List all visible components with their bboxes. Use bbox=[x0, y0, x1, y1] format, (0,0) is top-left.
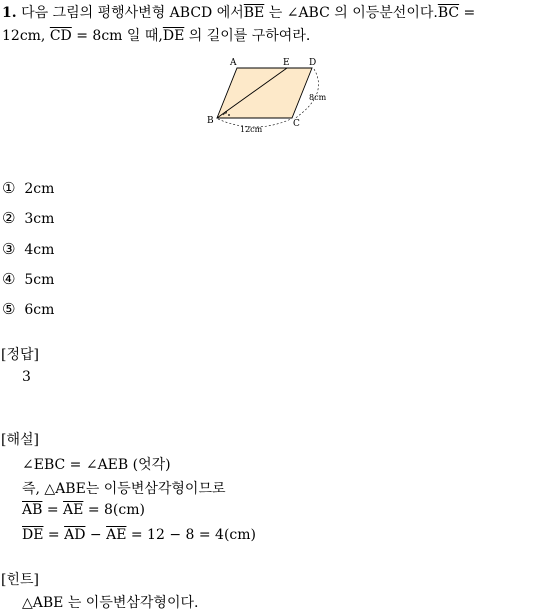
eq-2: = bbox=[43, 527, 65, 543]
explanation-heading: [해설] bbox=[1, 432, 39, 448]
parallelogram-figure bbox=[195, 55, 345, 140]
choice-5[interactable] bbox=[2, 300, 54, 318]
segment-ad: $\overline{AD}$ bbox=[64, 527, 86, 543]
hint-text: △ABE 는 이등변삼각형이다. bbox=[22, 595, 199, 611]
explanation-line-3 bbox=[22, 502, 145, 518]
question-line-2 bbox=[2, 25, 310, 45]
choice-2-mark: ② bbox=[2, 209, 16, 227]
segment-be: $\overline{BE}$ bbox=[243, 5, 265, 21]
question-number: 1. bbox=[2, 5, 17, 21]
segment-bc: $\overline{BC}$ bbox=[437, 5, 460, 21]
choice-1[interactable] bbox=[2, 179, 54, 197]
label-d: D bbox=[309, 58, 317, 68]
label-a: A bbox=[230, 58, 237, 68]
minus: − bbox=[85, 527, 107, 543]
hint-heading: [힌트] bbox=[1, 572, 39, 588]
label-c: C bbox=[293, 119, 300, 129]
choice-5-mark: ⑤ bbox=[2, 300, 16, 318]
choice-4-mark: ④ bbox=[2, 270, 16, 288]
segment-de-2: $\overline{DE}$ bbox=[22, 527, 44, 543]
label-b: B bbox=[207, 116, 214, 126]
segment-ae-2: $\overline{AE}$ bbox=[106, 527, 127, 543]
explanation-line-1: ∠EBC = ∠AEB (엇각) bbox=[22, 457, 171, 473]
angle-dot-2 bbox=[228, 114, 230, 116]
question-line-1 bbox=[2, 2, 475, 22]
parallelogram-shape bbox=[217, 68, 312, 118]
angle-dot-1 bbox=[225, 111, 227, 113]
choice-4-text: 5cm bbox=[24, 272, 55, 288]
question-text-3: 12cm, bbox=[2, 28, 46, 44]
choice-1-mark: ① bbox=[2, 179, 16, 197]
question-text-1: 다음 그림의 평행사변형 ABCD 에서 bbox=[21, 5, 244, 21]
eq-1: = bbox=[42, 502, 64, 518]
choice-4[interactable] bbox=[2, 270, 54, 288]
question-text-5: 의 길이를 구하여라. bbox=[188, 28, 311, 44]
label-bc-length: 12cm bbox=[240, 125, 263, 134]
explanation-line-2: 즉, △ABE는 이등변삼각형이므로 bbox=[22, 481, 226, 497]
choice-5-text: 6cm bbox=[24, 302, 55, 318]
choice-1-text: 2cm bbox=[24, 181, 55, 197]
segment-de: $\overline{DE}$ bbox=[162, 28, 185, 44]
segment-ae: $\overline{AE}$ bbox=[63, 502, 84, 518]
question-text-4: = 8cm 일 때, bbox=[76, 28, 163, 44]
equals-sign: = bbox=[463, 5, 476, 21]
choice-3-text: 4cm bbox=[24, 242, 55, 258]
choice-2[interactable] bbox=[2, 209, 54, 227]
label-cd-length: 8cm bbox=[309, 93, 327, 102]
choice-2-text: 3cm bbox=[24, 211, 55, 227]
choice-3[interactable] bbox=[2, 240, 54, 258]
segment-ab: $\overline{AB}$ bbox=[22, 502, 43, 518]
line3-rest: = 8(cm) bbox=[83, 502, 145, 518]
segment-cd: $\overline{CD}$ bbox=[49, 28, 72, 44]
explanation-line-4 bbox=[22, 527, 256, 543]
choice-3-mark: ③ bbox=[2, 240, 16, 258]
answer-heading: [정답] bbox=[1, 347, 39, 363]
answer-value: 3 bbox=[22, 369, 31, 385]
label-e: E bbox=[283, 58, 290, 68]
question-text-2: 는 ∠ABC 의 이등분선이다. bbox=[268, 5, 438, 21]
line4-rest: = 12 − 8 = 4(cm) bbox=[126, 527, 256, 543]
